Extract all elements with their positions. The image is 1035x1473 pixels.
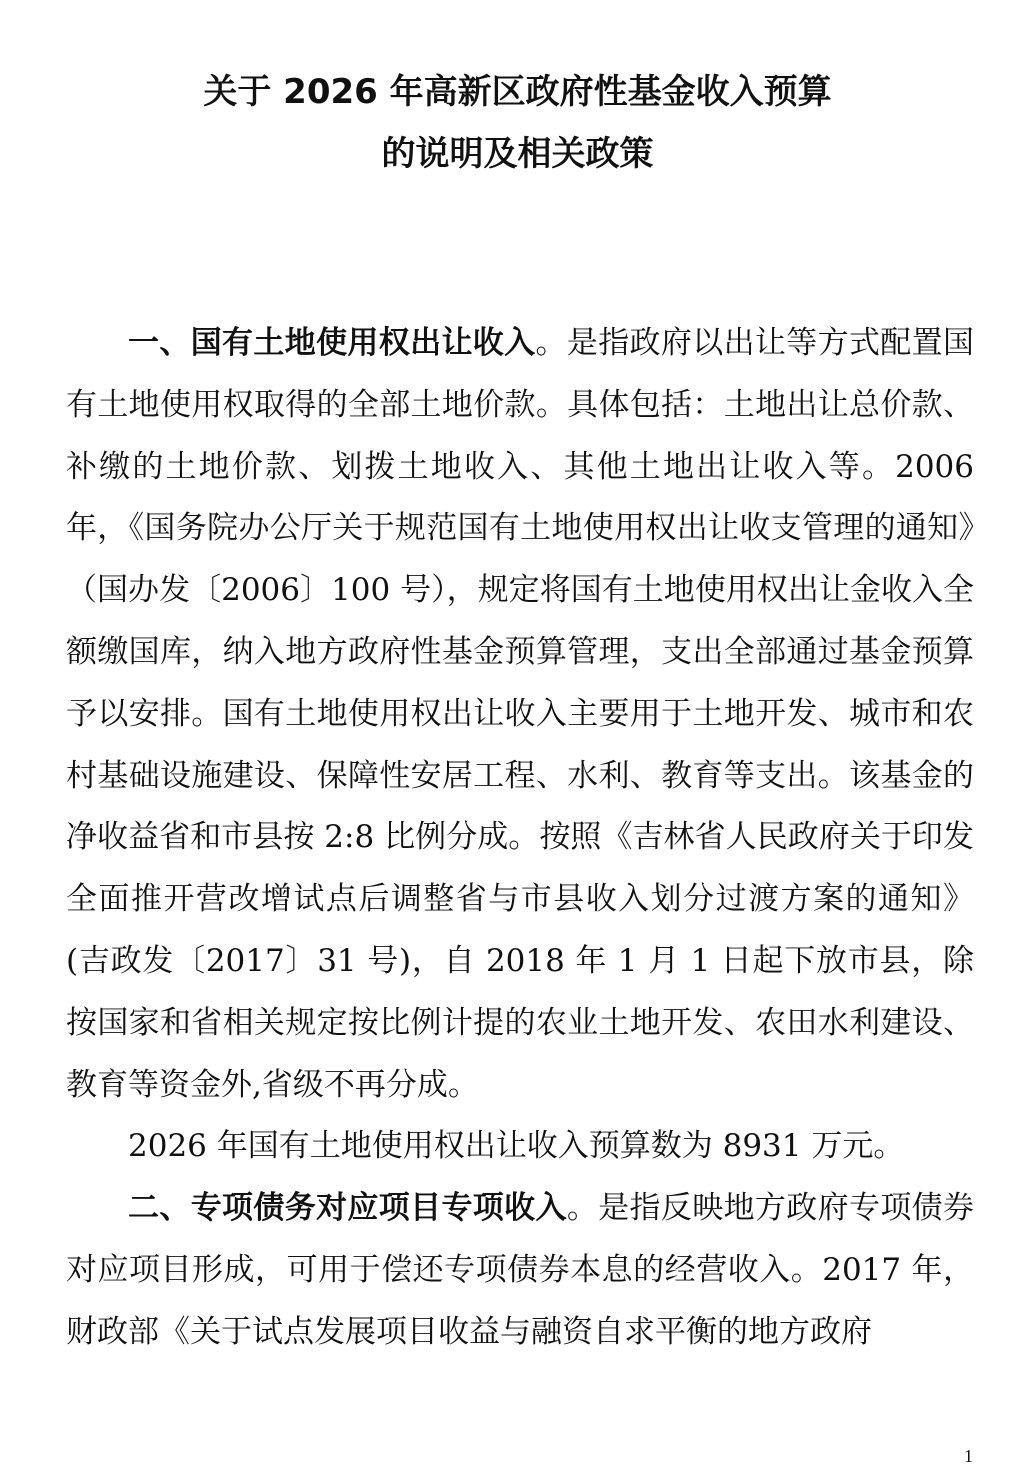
paragraph-text-budget-figure: 2026 年国有土地使用权出让收入预算数为 8931 万元。 bbox=[128, 1128, 905, 1165]
paragraph-text-special-bond-income: 。是指反映地方政府专项债券对应项目形成，可用于偿还专项债券本息的经营收入。2017 年，财政部《关于试点发展项目收益与融资自求平衡的地方政府 bbox=[66, 1190, 975, 1350]
paragraph-budget-figure bbox=[66, 1116, 974, 1178]
document-title-line-2: 的说明及相关政策 bbox=[381, 134, 654, 174]
paragraph-text-land-use-rights: 。是指政府以出让等方式配置国有土地使用权取得的全部土地价款。具体包括：土地出让总价款、补缴的土地价款、划拨土地收入、其他土地出让收入等。2006 年，《国务院办公厅关于规范国有土地使用权出让收支管理的通知》（国办发〔2006〕100 号），规定将国有土地使用权出让金收入全额缴国库，纳入地方政府性基金预算管理，支出全部通过基金预算予以安排。国有土地使用权出让收入主要用于土地开发、城市和农村基础设施建设、保障性安居工程、水利、教育等支出。该基金的净收益省和市县按 2:8 比例分成。按照《吉林省人民政府关于印发全面推开营改增试点后调整省与市县收入划分过渡方案的通知》(吉政发〔2017〕31 号)，自 2018 年 1 月 1 日起下放市县，除按国家和省相关规定按比例计提的农业土地开发、农田水利建设、教育等资金外,省级不再分成。 bbox=[66, 325, 974, 1103]
document-title-line-1: 关于 2026 年高新区政府性基金收入预算 bbox=[203, 72, 832, 112]
paragraph-special-bond-income bbox=[66, 1178, 974, 1363]
page-number: 1 bbox=[964, 1446, 973, 1466]
paragraph-land-use-rights bbox=[66, 313, 974, 1116]
paragraph-heading-special-bond-income: 二、专项债务对应项目专项收入 bbox=[128, 1190, 567, 1227]
document-body bbox=[66, 313, 974, 1364]
paragraph-heading-land-use-rights: 一、国有土地使用权出让收入 bbox=[128, 325, 536, 361]
